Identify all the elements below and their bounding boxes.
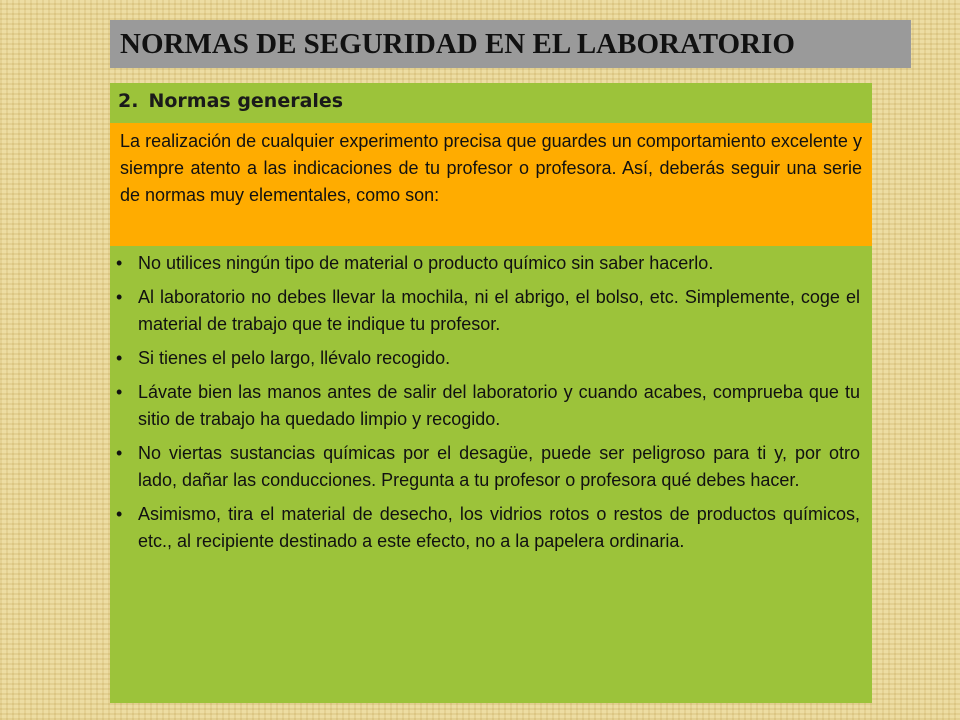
rule-item	[116, 379, 860, 433]
bullet-icon: •	[116, 504, 123, 524]
section-number: 2.	[118, 90, 139, 112]
rules-list	[116, 250, 860, 562]
bullet-icon: •	[116, 382, 123, 402]
bullet-icon: •	[116, 348, 123, 368]
bullet-icon: •	[116, 443, 123, 463]
rule-text: No utilices ningún tipo de material o producto químico sin saber hacerlo.	[138, 253, 714, 273]
intro-box	[110, 123, 872, 246]
section-heading	[118, 90, 343, 112]
bullet-icon: •	[116, 287, 123, 307]
rule-item	[116, 345, 860, 372]
rule-text: Lávate bien las manos antes de salir del laboratorio y cuando acabes, comprueba que tu sitio de trabajo ha quedado limpio y recogido.	[138, 382, 860, 429]
bullet-icon: •	[116, 253, 123, 273]
rule-item	[116, 284, 860, 338]
rule-text: No viertas sustancias químicas por el desagüe, puede ser peligroso para ti y, por otro lado, dañar las conducciones. Pregunta a tu profesor o profesora qué debes hacer.	[138, 443, 860, 490]
rule-item	[116, 501, 860, 555]
slide-title: NORMAS DE SEGURIDAD EN EL LABORATORIO	[120, 27, 795, 60]
rule-text: Si tienes el pelo largo, llévalo recogido.	[138, 348, 451, 368]
rule-item	[116, 440, 860, 494]
intro-text: La realización de cualquier experimento precisa que guardes un comportamiento excelente y siempre atento a las indicaciones de tu profesor o profesora. Así, deberás seguir una serie de normas muy elementales, como son:	[120, 131, 862, 205]
rule-item	[116, 250, 860, 277]
title-bar	[110, 20, 911, 68]
rule-text: Asimismo, tira el material de desecho, los vidrios rotos o restos de productos químicos, etc., al recipiente destinado a este efecto, no a la papelera ordinaria.	[138, 504, 860, 551]
rule-text: Al laboratorio no debes llevar la mochila, ni el abrigo, el bolso, etc. Simplemente, coge el material de trabajo que te indique tu profesor.	[138, 287, 860, 334]
section-heading-text: Normas generales	[148, 90, 344, 112]
